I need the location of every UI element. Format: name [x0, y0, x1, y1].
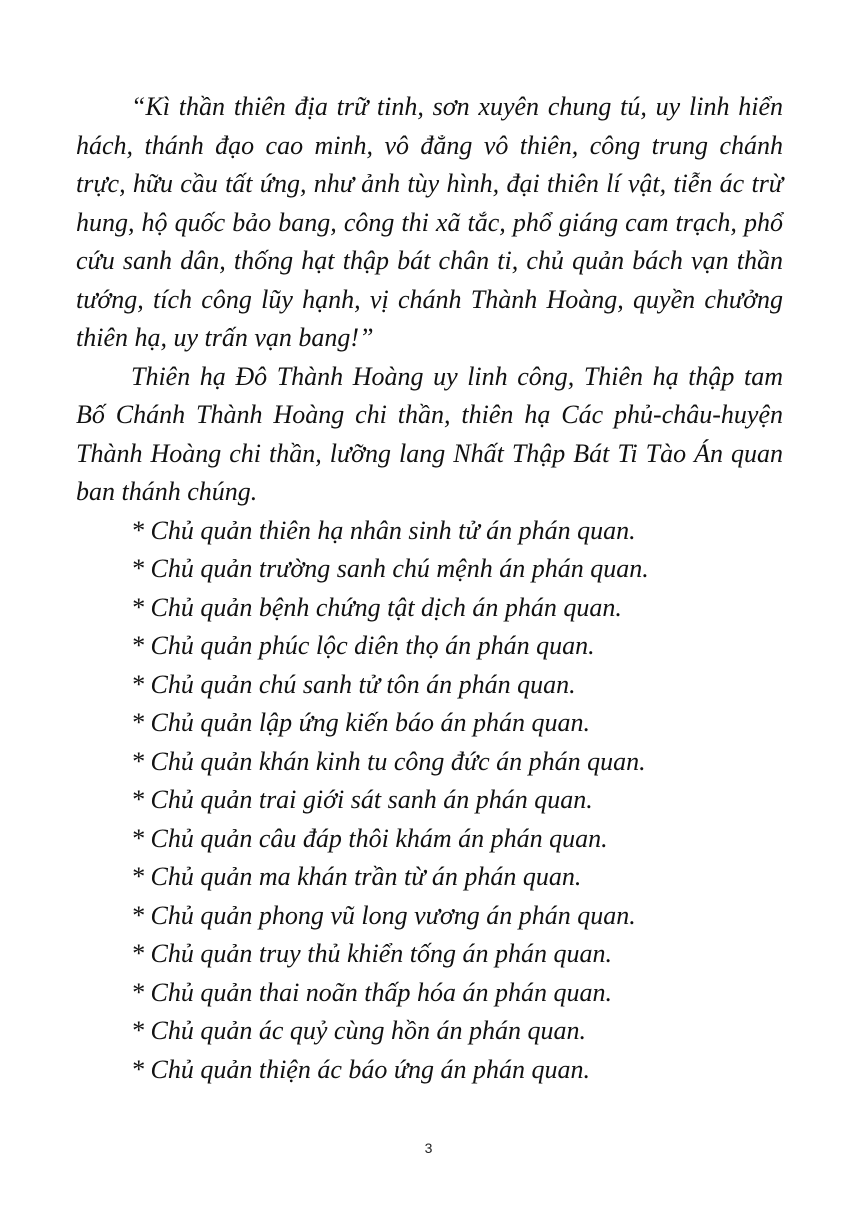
list-item: * Chủ quản phong vũ long vương án phán quan. [131, 900, 636, 930]
list-item: * Chủ quản truy thủ khiển tống án phán quan. [131, 939, 612, 968]
deity-list-paragraph: Thiên hạ Đô Thành Hoàng uy linh công, Thiên hạ thập tam Bố Chánh Thành Hoàng chi thần, thiên hạ Các phủ-châu-huyện Thành Hoàng chi thần, lưỡng lang Nhất Thập Bát Ti Tào Án quan ban thánh chúng. [76, 361, 783, 506]
list-item: * Chủ quản thiện ác báo ứng án phán quan. [131, 1054, 591, 1084]
list-item: * Chủ quản câu đáp thôi khám án phán quan. [131, 823, 608, 853]
list-item: * Chủ quản ác quỷ cùng hồn án phán quan. [131, 1016, 586, 1045]
list-item: * Chủ quản chú sanh tử tôn án phán quan. [131, 669, 576, 699]
list-item: * Chủ quản khán kinh tu công đức án phán quan. [131, 746, 646, 776]
list-item: * Chủ quản trai giới sát sanh án phán quan. [131, 785, 593, 814]
list-item: * Chủ quản phúc lộc diên thọ án phán quan. [131, 631, 595, 660]
list-item: * Chủ quản trường sanh chú mệnh án phán quan. [131, 554, 649, 583]
invocation-paragraph: “Kì thần thiên địa trữ tinh, sơn xuyên chung tú, uy linh hiển hách, thánh đạo cao minh, vô đẳng vô thiên, công trung chánh trực, hữu cầu tất ứng, như ảnh tùy hình, đại thiên lí vật, tiễn ác trừ hung, hộ quốc bảo bang, công thi xã tắc, phổ giáng cam trạch, phổ cứu sanh dân, thống hạt thập bát chân ti, chủ quản bách vạn thần tướng, tích công lũy hạnh, vị chánh Thành Hoàng, quyền chưởng thiên hạ, uy trấn vạn bang!” [76, 92, 783, 352]
list-item: * Chủ quản thiên hạ nhân sinh tử án phán quan. [131, 515, 636, 545]
list-item: * Chủ quản thai noãn thấp hóa án phán quan. [131, 977, 613, 1007]
list-item: * Chủ quản lập ứng kiến báo án phán quan. [131, 708, 591, 737]
page-number: 3 [424, 1140, 433, 1156]
list-item: * Chủ quản ma khán trần từ án phán quan. [131, 862, 582, 891]
official-list [76, 512, 783, 1090]
list-item: * Chủ quản bệnh chứng tật dịch án phán quan. [131, 592, 622, 622]
body-text [76, 88, 783, 1089]
